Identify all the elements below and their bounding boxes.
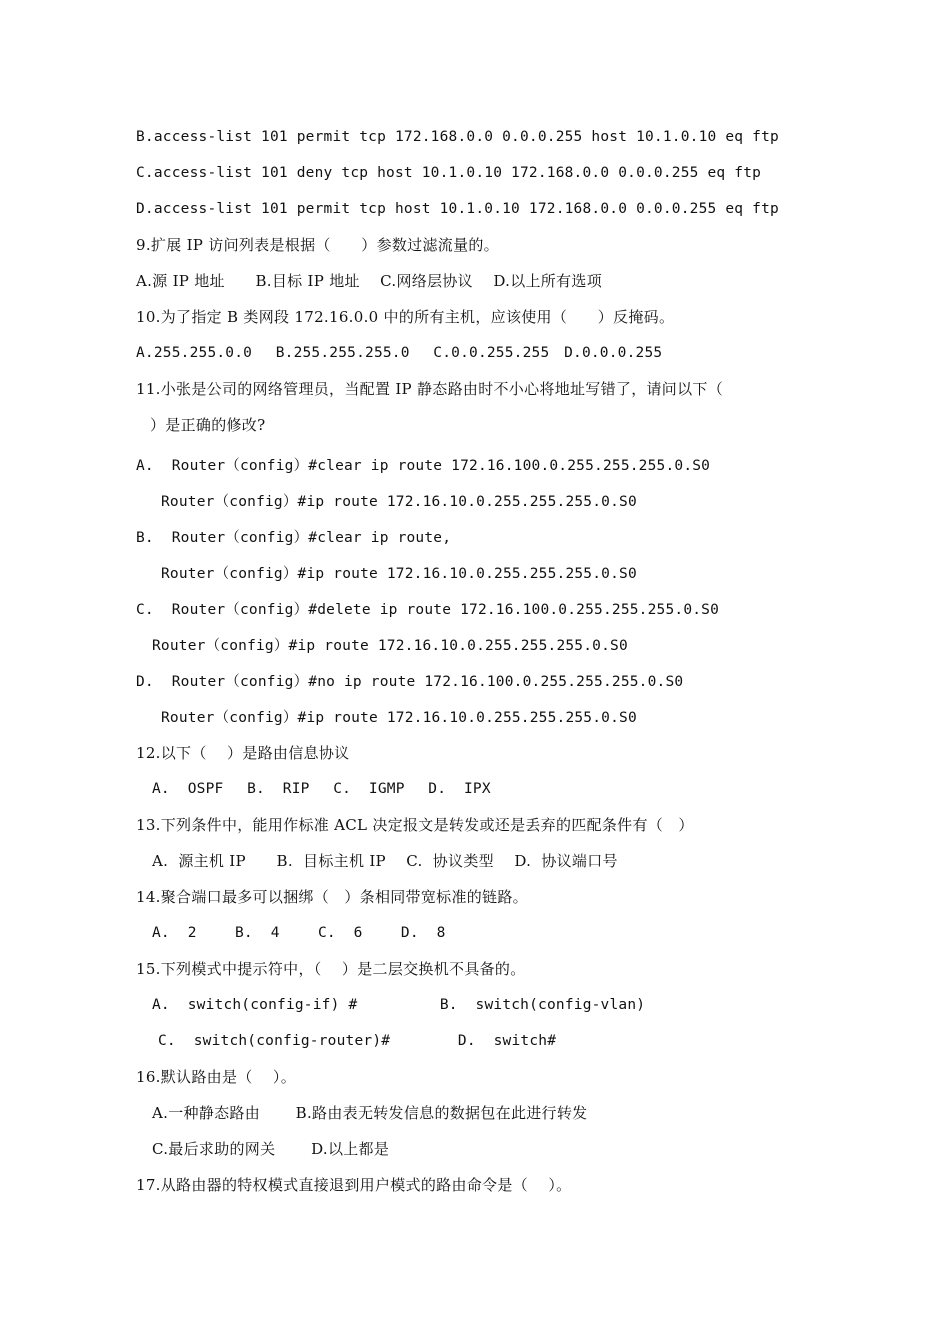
question-16: 16.默认路由是（ ）。 (136, 1068, 297, 1086)
question-11-option-c-2: Router（config）#ip route 172.16.10.0.255.255.255.0.S0 (152, 638, 628, 654)
question-12-options: A. OSPF B. RIP C. IGMP D. IPX (152, 781, 491, 797)
question-9: 9.扩展 IP 访问列表是根据（ ）参数过滤流量的。 (136, 236, 499, 254)
question-15: 15.下列模式中提示符中，（ ）是二层交换机不具备的。 (136, 960, 526, 978)
question-14-options: A. 2 B. 4 C. 6 D. 8 (152, 925, 446, 941)
question-9-options: A.源 IP 地址 B.目标 IP 地址 C.网络层协议 D.以上所有选项 (136, 272, 603, 290)
question-11-option-d-2: Router（config）#ip route 172.16.10.0.255.255.255.0.S0 (161, 710, 637, 726)
question-16-options-cd: C.最后求助的网关 D.以上都是 (152, 1140, 390, 1158)
option-d-acl: D.access-list 101 permit tcp host 10.1.0.10 172.168.0.0 0.0.0.255 eq ftp (136, 201, 779, 217)
question-15-options-ab: A. switch(config-if) # B. switch(config-vlan) (152, 997, 646, 1013)
question-10-options: A.255.255.0.0 B.255.255.255.0 C.0.0.255.255 D.0.0.0.255 (136, 345, 663, 361)
question-11-continued: ）是正确的修改? (150, 416, 266, 434)
question-17: 17.从路由器的特权模式直接退到用户模式的路由命令是（ ）。 (136, 1176, 572, 1194)
question-13-options: A. 源主机 IP B. 目标主机 IP C. 协议类型 D. 协议端口号 (152, 852, 618, 870)
question-12: 12.以下（ ）是路由信息协议 (136, 744, 350, 762)
question-11-option-c-1: C. Router（config）#delete ip route 172.16.100.0.255.255.255.0.S0 (136, 602, 720, 618)
question-13: 13.下列条件中，能用作标准 ACL 决定报文是转发或还是丢弃的匹配条件有（ ） (136, 816, 694, 834)
question-11-option-d-1: D. Router（config）#no ip route 172.16.100.0.255.255.255.0.S0 (136, 674, 684, 690)
question-11-option-b-2: Router（config）#ip route 172.16.10.0.255.255.255.0.S0 (161, 566, 637, 582)
option-b-acl: B.access-list 101 permit tcp 172.168.0.0 0.0.0.255 host 10.1.0.10 eq ftp (136, 129, 779, 145)
option-c-acl: C.access-list 101 deny tcp host 10.1.0.10 172.168.0.0 0.0.0.255 eq ftp (136, 165, 762, 181)
question-10: 10.为了指定 B 类网段 172.16.0.0 中的所有主机，应该使用（ ）反掩码。 (136, 308, 675, 326)
question-11-option-a-1: A. Router（config）#clear ip route 172.16.100.0.255.255.255.0.S0 (136, 458, 711, 474)
question-16-options-ab: A.一种静态路由 B.路由表无转发信息的数据包在此进行转发 (152, 1104, 588, 1122)
question-11-option-b-1: B. Router（config）#clear ip route, (136, 530, 452, 546)
question-11: 11.小张是公司的网络管理员，当配置 IP 静态路由时不小心将地址写错了，请问以下（ (136, 380, 724, 398)
question-11-option-a-2: Router（config）#ip route 172.16.10.0.255.255.255.0.S0 (161, 494, 637, 510)
question-14: 14.聚合端口最多可以捆绑（ ）条相同带宽标准的链路。 (136, 888, 528, 906)
question-15-options-cd: C. switch(config-router)# D. switch# (158, 1033, 557, 1049)
